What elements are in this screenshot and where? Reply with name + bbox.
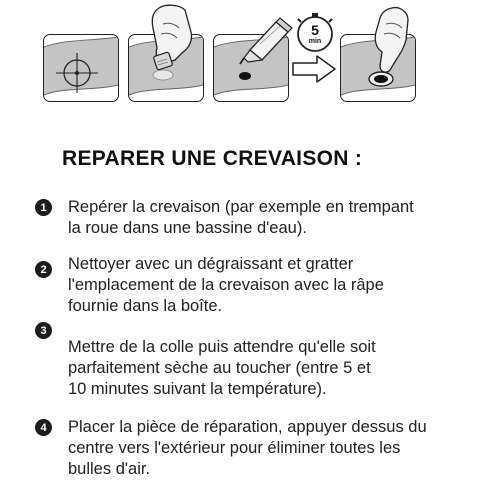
step-text: Mettre de la colle puis attendre qu'elle soit parfaitement sèche au toucher (entre 5 et 10 minutes suivant la température). xyxy=(68,338,376,398)
timer-minutes: 5 xyxy=(311,22,319,38)
step-number-badge: 1 xyxy=(35,199,52,216)
step-text: Nettoyer avec un dégraissant et gratter l'emplacement de la crevaison avec la râpe fournie dans la boîte. xyxy=(68,255,384,315)
step-number-badge: 4 xyxy=(35,419,52,436)
puncture-target-icon xyxy=(44,35,118,101)
scraping-hand-icon xyxy=(145,2,195,78)
step-text: Repérer la crevaison (par exemple en trempant la roue dans une bassine d'eau). xyxy=(68,198,414,237)
timer-unit: min xyxy=(308,38,322,45)
stopwatch-icon xyxy=(294,12,336,54)
glue-tube-icon xyxy=(236,14,296,70)
step-number-badge: 2 xyxy=(35,261,52,278)
pressing-hand-icon xyxy=(366,4,414,76)
step-text: Placer la pièce de réparation, appuyer dessus du centre vers l'extérieur pour éliminer toutes les bulles d'air. xyxy=(68,418,427,478)
step-number-badge: 3 xyxy=(35,322,52,339)
arrow-right-icon xyxy=(291,53,337,85)
step-1-illustration xyxy=(43,34,119,102)
page-title: REPARER UNE CREVAISON : xyxy=(62,147,363,170)
